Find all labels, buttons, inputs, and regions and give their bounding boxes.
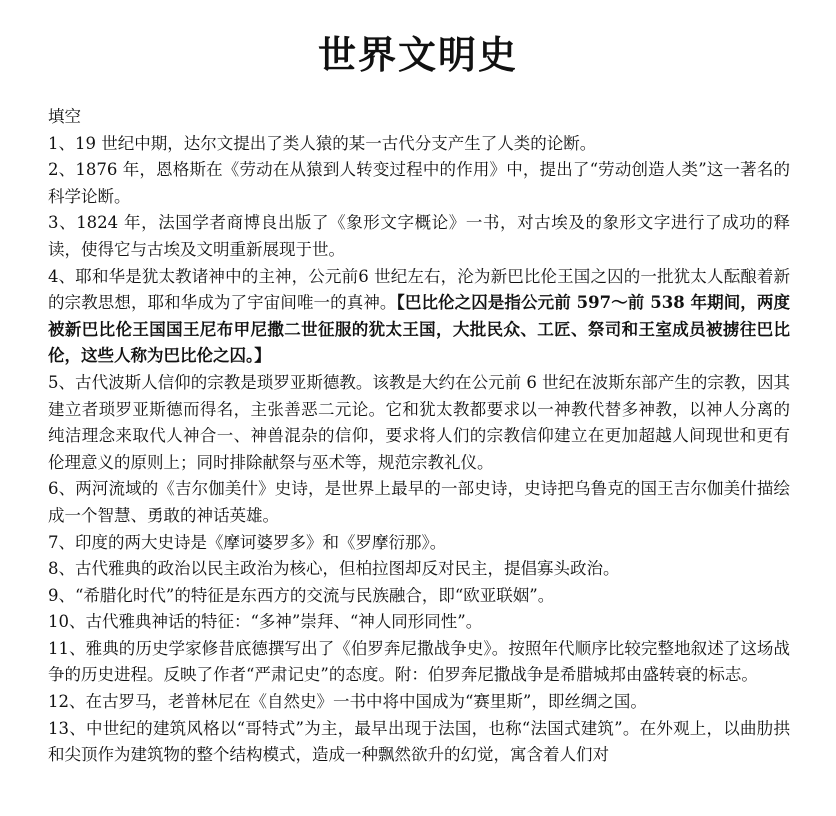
item-text: 1824 年，法国学者商博良出版了《象形文字概论》一书，对古埃及的象形文字进行了成功的释读，使得它与古埃及文明重新展现于世。 (48, 213, 790, 259)
item-number: 12、 (48, 692, 86, 712)
list-item (48, 264, 790, 370)
item-number: 5、 (48, 372, 76, 392)
list-item (48, 609, 790, 636)
list-item (48, 157, 790, 210)
list-item (48, 476, 790, 529)
fill-blank-list (48, 131, 790, 769)
document-content (48, 104, 790, 769)
list-item (48, 556, 790, 583)
item-number: 13、 (48, 718, 86, 738)
item-number: 2、 (48, 160, 76, 180)
item-number: 6、 (48, 479, 76, 499)
item-text: 两河流域的《吉尔伽美什》史诗，是世界上最早的一部史诗，史诗把乌鲁克的国王吉尔伽美什描绘成一个智慧、勇敢的神话英雄。 (48, 479, 790, 525)
list-item (48, 370, 790, 476)
item-text: 印度的两大史诗是《摩诃婆罗多》和《罗摩衍那》。 (75, 532, 447, 552)
list-item (48, 636, 790, 689)
document-title: 世界文明史 (317, 32, 518, 77)
item-text: 古代雅典的政治以民主政治为核心，但柏拉图却反对民主，提倡寡头政治。 (75, 559, 620, 579)
item-number: 3、 (48, 213, 77, 233)
item-text: “希腊化时代”的特征是东西方的交流与民族融合，即“欧亚联姻”。 (75, 585, 555, 605)
item-number: 11、 (48, 638, 86, 658)
item-number: 9、 (48, 585, 75, 605)
list-item (48, 716, 790, 769)
item-text: 19 世纪中期，达尔文提出了类人猿的某一古代分支产生了人类的论断。 (75, 133, 597, 153)
list-item (48, 689, 790, 716)
item-number: 8、 (48, 559, 75, 579)
item-number: 4、 (48, 266, 76, 286)
item-text: 中世纪的建筑风格以“哥特式”为主，最早出现于法国，也称“法国式建筑”。在外观上，以曲肋拱和尖顶作为建筑物的整个结构模式，造成一种飘然欲升的幻觉，寓含着人们对 (48, 718, 790, 765)
item-text: 雅典的历史学家修昔底德撰写出了《伯罗奔尼撒战争史》。按照年代顺序比较完整地叙述了这场战争的历史进程。反映了作者“严肃记史”的态度。附：伯罗奔尼撒战争是希腊城邦由盛转衰的标志。 (48, 638, 791, 685)
item-text: 在古罗马，老普林尼在《自然史》一书中将中国成为“赛里斯”，即丝绸之国。 (85, 692, 647, 712)
item-text: 古代雅典神话的特征：“多神”崇拜、“神人同形同性”。 (85, 612, 483, 632)
item-number: 1、 (48, 133, 75, 153)
section-label: 填空 (48, 107, 81, 126)
item-number: 7、 (48, 532, 75, 552)
list-item (48, 530, 790, 557)
bracket-note: 【巴比伦之囚是指公元前 597～前 538 年期间，两度被新巴比伦王国国王尼布甲尼撒二世征服的犹太王国，大批民众、工匠、祭司和王室成员被掳往巴比伦，这些人称为巴比伦之囚。】 (48, 293, 790, 366)
list-item (48, 131, 790, 158)
item-text: 古代波斯人信仰的宗教是琐罗亚斯德教。该教是大约在公元前 6 世纪在波斯东部产生的宗教，因其建立者琐罗亚斯德而得名，主张善恶二元论。它和犹太教都要求以一神教代替多神教，以神人分离的纯洁理念来取代人神合一、神兽混杂的信仰，要求将人们的宗教信仰建立在更加超越人间现世和更有伦理意义的原则上；同时排除献祭与巫术等，规范宗教礼仪。 (48, 372, 790, 472)
list-item (48, 583, 790, 610)
item-text: 耶和华是犹太教诸神中的主神，公元前6 世纪左右，沦为新巴比伦王国之囚的一批犹太人酝酿着新的宗教思想，耶和华成为了宇宙间唯一的真神。 (48, 266, 791, 313)
item-number: 10、 (48, 612, 86, 632)
item-text: 1876 年，恩格斯在《劳动在从猿到人转变过程中的作用》中，提出了“劳动创造人类”这一著名的科学论断。 (48, 160, 790, 206)
list-item (48, 210, 790, 263)
